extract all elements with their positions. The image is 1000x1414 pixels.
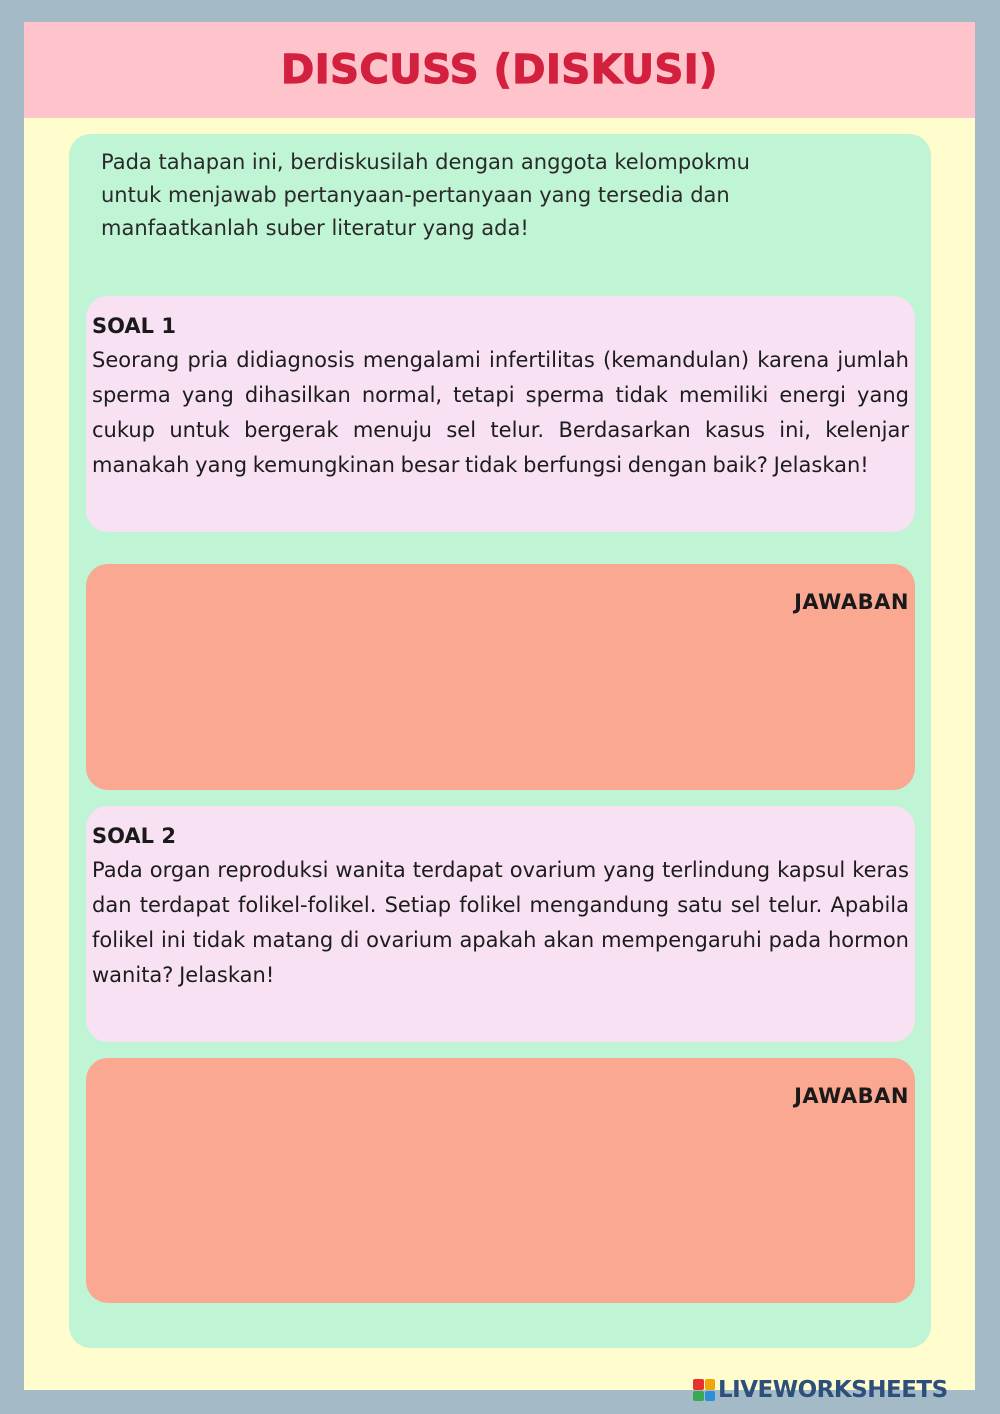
answer-2-box[interactable] — [86, 1058, 915, 1303]
liveworksheets-brand[interactable] — [693, 1378, 948, 1402]
header-banner — [24, 22, 975, 118]
logo-square — [693, 1379, 704, 1390]
question-2-text: Pada organ reproduksi wanita terdapat ovarium yang terlindung kapsul keras dan terdapat folikel-folikel. Setiap folikel mengandung satu sel telur. Apabila folikel ini tidak matang di ovarium apakah akan mempengaruhi pada hormon wanita? Jelaskan! — [92, 858, 909, 987]
question-1-label: SOAL 1 — [92, 314, 176, 338]
logo-square — [705, 1391, 716, 1402]
liveworksheets-logo-icon — [693, 1379, 715, 1401]
brand-name: LIVEWORKSHEETS — [718, 1377, 948, 1403]
question-2-card — [86, 806, 915, 1042]
answer-1-label: JAWABAN — [794, 590, 909, 614]
answer-1-box[interactable] — [86, 564, 915, 790]
discussion-panel — [69, 134, 931, 1348]
logo-square — [705, 1379, 716, 1390]
instructions-line: untuk menjawab pertanyaan-pertanyaan yang tersedia dan — [101, 183, 730, 207]
question-1-card — [86, 296, 915, 532]
instructions — [101, 146, 881, 245]
logo-square — [693, 1391, 704, 1402]
page-title: DISCUSS (DISKUSI) — [281, 47, 718, 93]
question-1-text: Seorang pria didiagnosis mengalami infertilitas (kemandulan) karena jumlah sperma yang dihasilkan normal, tetapi sperma tidak memiliki energi yang cukup untuk bergerak menuju sel telur. Berdasarkan kasus ini, kelenjar manakah yang kemungkinan besar tidak berfungsi dengan baik? Jelaskan! — [92, 348, 909, 477]
question-2-label: SOAL 2 — [92, 824, 176, 848]
answer-2-label: JAWABAN — [794, 1084, 909, 1108]
instructions-line: manfaatkanlah suber literatur yang ada! — [101, 216, 529, 240]
instructions-line: Pada tahapan ini, berdiskusilah dengan anggota kelompokmu — [101, 150, 750, 174]
worksheet-page — [24, 22, 975, 1390]
